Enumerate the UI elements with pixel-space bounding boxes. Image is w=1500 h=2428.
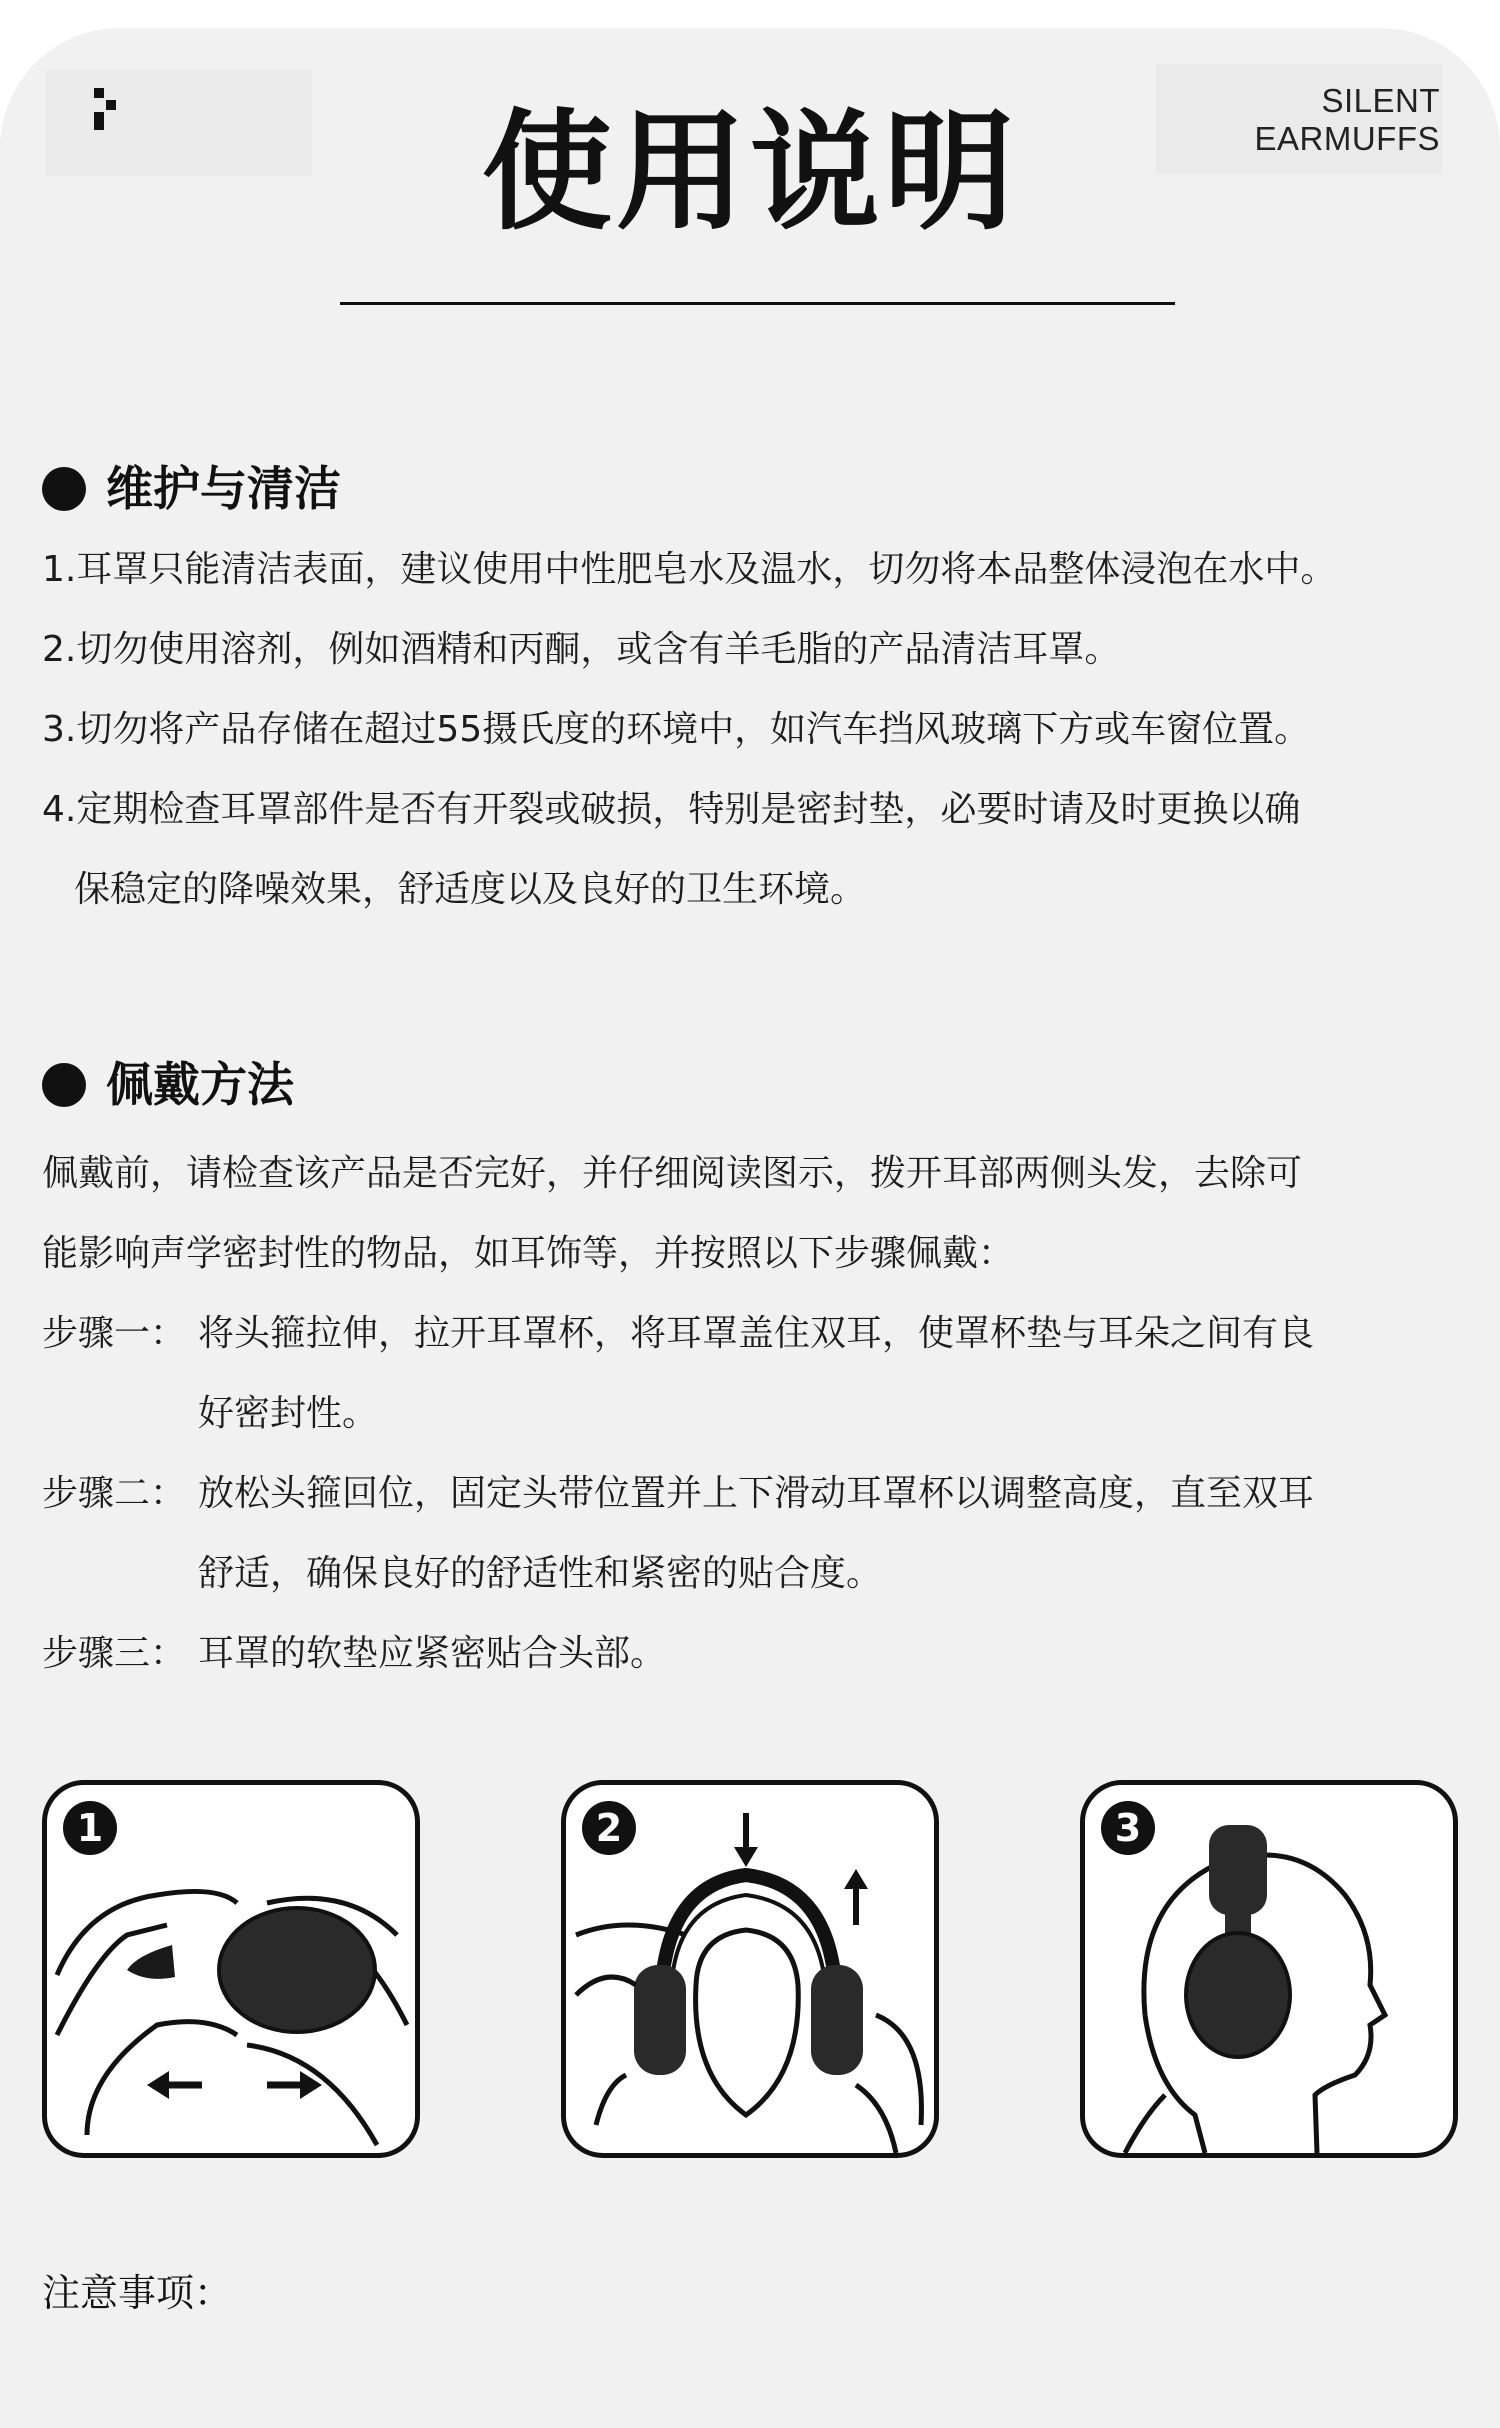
illustration-panel-2 <box>561 1780 939 2158</box>
step-2-label: 步骤二： <box>42 1473 187 1514</box>
bullet-icon <box>42 1063 86 1107</box>
step-1-label: 步骤一： <box>42 1313 187 1354</box>
wearing-heading <box>42 1056 294 1116</box>
maintenance-line-5: 保稳定的降噪效果，舒适度以及良好的卫生环境。 <box>74 869 867 910</box>
step-3-line-1: 耳罩的软垫应紧密贴合头部。 <box>198 1633 667 1674</box>
wearing-intro-line-2: 能影响声学密封性的物品，如耳饰等，并按照以下步骤佩戴： <box>42 1233 1015 1274</box>
title-divider <box>340 302 1175 305</box>
maintenance-line-2: 2.切勿使用溶剂，例如酒精和丙酮，或含有羊毛脂的产品清洁耳罩。 <box>42 629 1121 670</box>
step-1-line-1: 将头箍拉伸，拉开耳罩杯，将耳罩盖住双耳，使罩杯垫与耳朵之间有良 <box>198 1313 1315 1354</box>
step-1-line-2: 好密封性。 <box>198 1393 379 1434</box>
maintenance-line-4: 4.定期检查耳罩部件是否有开裂或破损，特别是密封垫，必要时请及时更换以确 <box>42 789 1301 830</box>
maintenance-heading-text: 维护与清洁 <box>106 462 341 517</box>
step-3-label: 步骤三： <box>42 1633 187 1674</box>
step-number-3: 3 <box>1101 1801 1155 1855</box>
maintenance-heading <box>42 460 341 520</box>
illustration-panel-1 <box>42 1780 420 2158</box>
maintenance-line-1: 1.耳罩只能清洁表面，建议使用中性肥皂水及温水，切勿将本品整体浸泡在水中。 <box>42 549 1337 590</box>
brand-line-1: SILENT <box>1321 82 1440 119</box>
step-number-1: 1 <box>63 1801 117 1855</box>
step-number-2: 2 <box>582 1801 636 1855</box>
brand-line-2: EARMUFFS <box>1254 120 1440 157</box>
bullet-icon <box>42 467 86 511</box>
wearing-intro-line-1: 佩戴前，请检查该产品是否完好，并仔细阅读图示，拨开耳部两侧头发，去除可 <box>42 1153 1303 1194</box>
maintenance-line-3: 3.切勿将产品存储在超过55摄氏度的环境中，如汽车挡风玻璃下方或车窗位置。 <box>42 709 1311 750</box>
notes-heading: 注意事项： <box>42 2271 233 2315</box>
wearing-heading-text: 佩戴方法 <box>106 1058 294 1113</box>
page-title: 使用说明 <box>481 96 1018 248</box>
illustration-panel-3 <box>1080 1780 1458 2158</box>
step-2-line-2: 舒适，确保良好的舒适性和紧密的贴合度。 <box>198 1553 883 1594</box>
step-2-line-1: 放松头箍回位，固定头带位置并上下滑动耳罩杯以调整高度，直至双耳 <box>198 1473 1315 1514</box>
